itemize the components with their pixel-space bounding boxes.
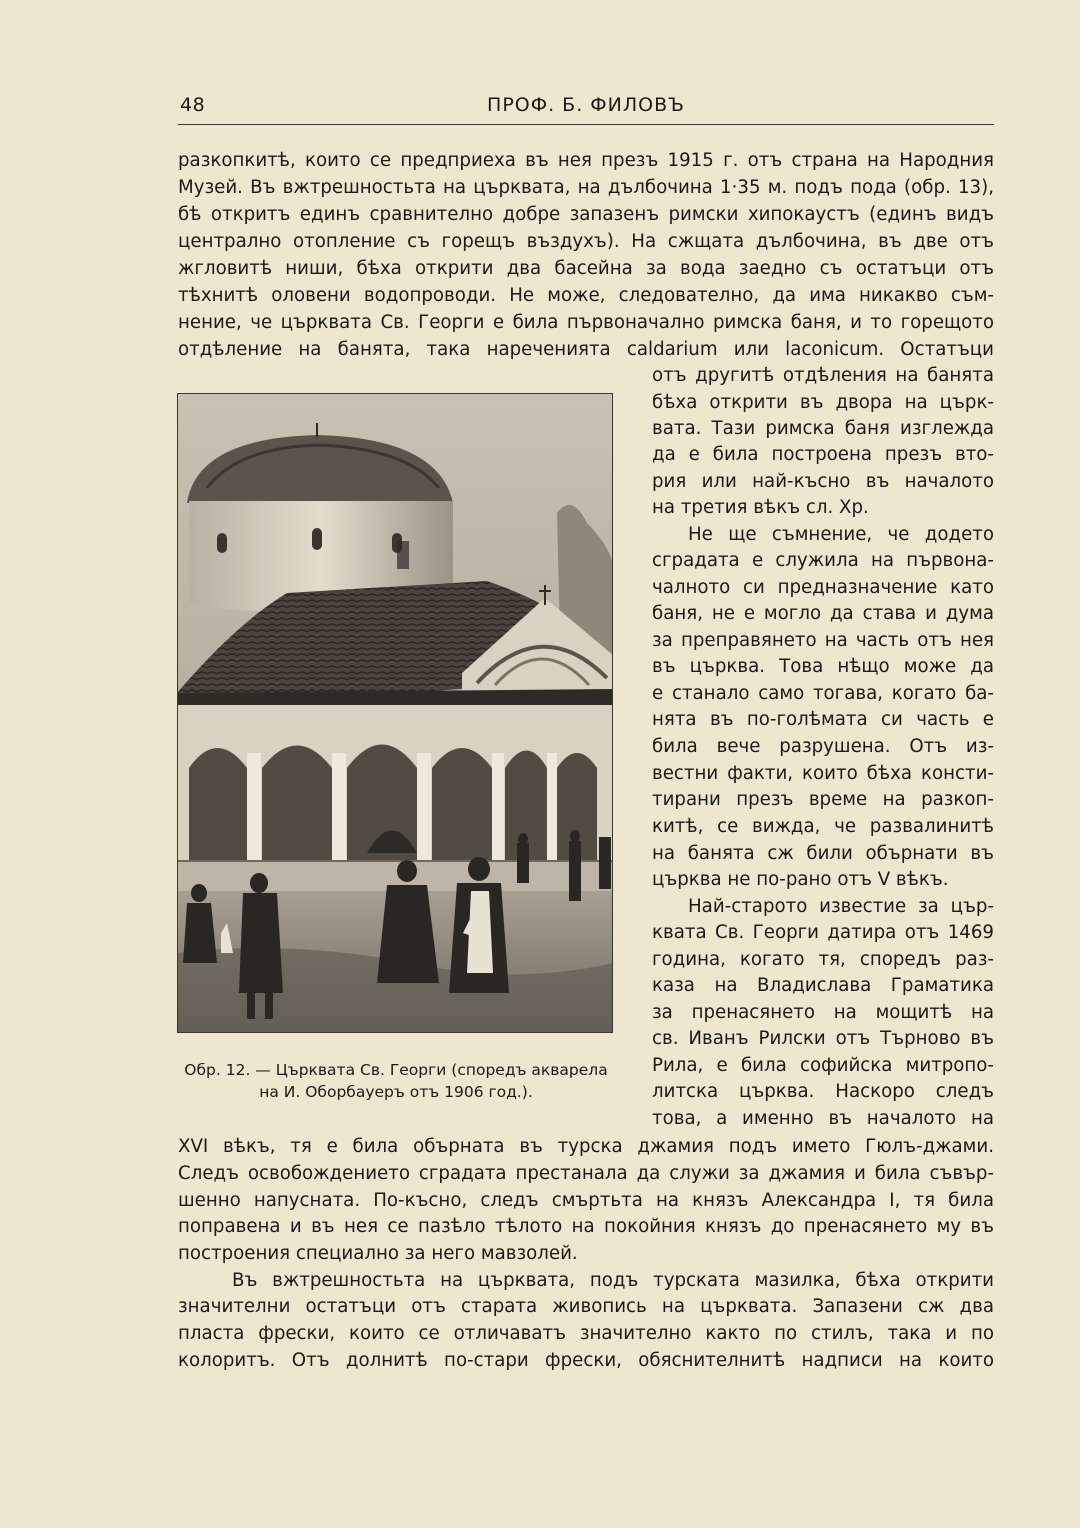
text-line: година, когато тя, споредъ раз- bbox=[652, 949, 994, 970]
caption-line-2: на И. Оборбауеръ отъ 1906 год.). bbox=[259, 1083, 533, 1101]
text-line: Следъ освобождението сградата престанала да служи за джамия и била съвър- bbox=[178, 1163, 994, 1184]
text-line: чалното си предназначение като bbox=[652, 577, 994, 598]
church-watercolor-icon bbox=[177, 393, 613, 1033]
text-line: разкопкитѣ, които се предприеха въ нея презъ 1915 г. отъ страна на Народния bbox=[178, 150, 994, 171]
text-line: каза на Владислава Граматика bbox=[652, 975, 994, 996]
text-line: отъ другитѣ отдѣления на банята bbox=[652, 365, 994, 386]
text-line: за пренасянето на мощитѣ на bbox=[652, 1002, 994, 1023]
text-line: да е била построена презъ вто- bbox=[652, 444, 994, 465]
text-line: Въ вжтрешностьта на църквата, подъ турската мазилка, бѣха открити bbox=[232, 1270, 994, 1291]
text-line: нята въ по-голѣмата си часть е bbox=[652, 709, 994, 730]
text-line: централно отопление съ горещъ въздухъ). На сжщата дълбочина, въ две отъ bbox=[178, 231, 994, 252]
text-line: на третия вѣкъ сл. Хр. bbox=[652, 497, 869, 518]
text-line: XVI вѣкъ, тя е била обърната въ турска джамия подъ името Гюлъ-джами. bbox=[178, 1136, 994, 1157]
text-line: въ църква. Това нѣщо може да bbox=[652, 656, 994, 677]
text-line: Не ще съмнение, че додето bbox=[688, 524, 994, 545]
text-line: литска църква. Наскоро следъ bbox=[652, 1081, 994, 1102]
text-line: рия или най-късно въ началото bbox=[652, 471, 994, 492]
text-line: квата Св. Георги датира отъ 1469 bbox=[652, 922, 994, 943]
text-line: това, а именно въ началото на bbox=[652, 1108, 994, 1129]
text-line: нение, че църквата Св. Георги е била първоначално римска баня, и то горещото bbox=[178, 312, 994, 333]
text-line: тирани презъ време на разкоп- bbox=[652, 789, 994, 810]
text-line: поправена и въ нея се пазѣло тѣлото на покойния князъ до пренасянето му въ bbox=[178, 1216, 994, 1237]
page-header bbox=[178, 92, 994, 125]
text-line: за преправянето на часть отъ нея bbox=[652, 630, 994, 651]
text-line: била вече разрушена. Отъ из- bbox=[652, 736, 994, 757]
text-line: колоритъ. Отъ долнитѣ по-стари фрески, обяснителнитѣ надписи на които bbox=[178, 1350, 994, 1371]
text-line: Рила, е била софийска митропо- bbox=[652, 1055, 994, 1076]
caption-line-1: Обр. 12. — Църквата Св. Георги (споредъ акварела bbox=[184, 1061, 608, 1079]
text-line: църква не по-рано отъ V вѣкъ. bbox=[652, 869, 949, 890]
text-line: бѣ откритъ единъ сравнително добре запазенъ римски хипокаустъ (единъ видъ bbox=[178, 204, 994, 225]
text-line: св. Иванъ Рилски отъ Търново въ bbox=[652, 1028, 994, 1049]
text-line: вестни факти, които бѣха консти- bbox=[652, 763, 994, 784]
text-line: бѣха открити въ двора на църк- bbox=[652, 392, 994, 413]
text-line: шенно напусната. По-късно, следъ смъртьта на князъ Александра I, тя била bbox=[178, 1190, 994, 1211]
text-line: построения специално за него мавзолей. bbox=[178, 1243, 578, 1264]
text-line: сградата е служила на първона- bbox=[652, 550, 994, 571]
page-number: 48 bbox=[180, 94, 206, 116]
text-line: отдѣление на банята, така нареченията caldarium или laconicum. Остатъци bbox=[178, 339, 994, 360]
text-line: значителни остатъци отъ старата живопись на църквата. Запазени сж два bbox=[178, 1296, 994, 1317]
figure-caption bbox=[180, 1059, 612, 1103]
text-line: Най-старото известие за цър- bbox=[688, 896, 994, 917]
text-line: на банята сж били обърнати въ bbox=[652, 843, 994, 864]
text-line: пласта фрески, които се отличаватъ значително както по стилъ, така и по bbox=[178, 1323, 994, 1344]
text-line: е станало само тогава, когато ба- bbox=[652, 683, 994, 704]
text-line: Музей. Въ вжтрешностьта на църквата, на дълбочина 1·35 м. подъ пода (обр. 13), bbox=[178, 177, 994, 198]
running-head: ПРОФ. Б. ФИЛОВЪ bbox=[487, 94, 685, 116]
text-line: китѣ, се вижда, че развалинитѣ bbox=[652, 816, 994, 837]
text-line: вата. Тази римска баня изглежда bbox=[652, 418, 994, 439]
church-illustration bbox=[177, 393, 613, 1033]
text-line: баня, не е могло да става и дума bbox=[652, 603, 994, 624]
text-line: жгловитѣ ниши, бѣха открити два басейна за вода заедно съ остатъци отъ bbox=[178, 258, 994, 279]
text-line: тѣхнитѣ оловени водопроводи. Не може, следователно, да има никакво съм- bbox=[178, 285, 994, 306]
